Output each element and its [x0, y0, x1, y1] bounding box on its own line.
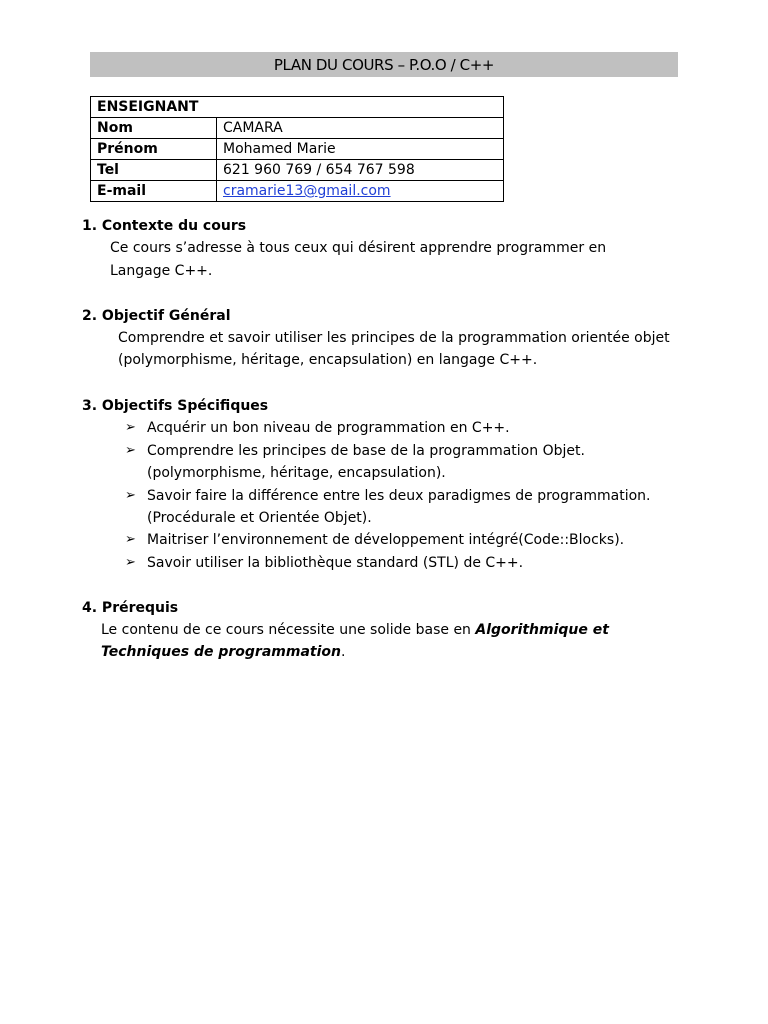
arrow-bullet-icon: ➢	[125, 532, 136, 547]
row-label-prenom: Prénom	[91, 139, 217, 160]
section-3-title: 3. Objectifs Spécifiques	[82, 398, 269, 414]
section-4-title: 4. Prérequis	[82, 600, 179, 616]
teacher-table	[90, 96, 504, 202]
list-item: ➢ Acquérir un bon niveau de programmation en C++.	[147, 417, 510, 439]
list-item: ➢ Savoir utiliser la bibliothèque standard (STL) de C++.	[147, 552, 523, 574]
list-item-continuation: (Procédurale et Orientée Objet).	[147, 510, 372, 526]
arrow-bullet-icon: ➢	[125, 555, 136, 570]
emphasis-text: Techniques de programmation	[101, 644, 341, 660]
table-row	[91, 97, 504, 118]
emphasis-text: Algorithmique et	[475, 622, 609, 638]
teacher-table-header: ENSEIGNANT	[91, 97, 504, 118]
arrow-bullet-icon: ➢	[125, 443, 136, 458]
section-1-title: 1. Contexte du cours	[82, 218, 247, 234]
course-title: PLAN DU COURS – P.O.O / C++	[273, 55, 495, 74]
table-row	[91, 118, 504, 139]
section-2-line-2: (polymorphisme, héritage, encapsulation) en langage C++.	[118, 352, 538, 368]
section-4-line-2: Techniques de programmation.	[101, 644, 346, 660]
row-value-tel: 621 960 769 / 654 767 598	[217, 160, 504, 181]
list-item: ➢ Savoir faire la différence entre les deux paradigmes de programmation.	[147, 485, 650, 507]
row-label-tel: Tel	[91, 160, 217, 181]
table-row	[91, 181, 504, 202]
list-item: ➢ Comprendre les principes de base de la programmation Objet.	[147, 440, 585, 462]
section-1-line-2: Langage C++.	[110, 263, 213, 279]
row-value-prenom: Mohamed Marie	[217, 139, 504, 160]
course-title-bar	[90, 52, 678, 77]
section-4-line-1: Le contenu de ce cours nécessite une solide base en Algorithmique et	[101, 622, 609, 638]
table-row	[91, 139, 504, 160]
row-value-email-cell	[217, 181, 504, 202]
arrow-bullet-icon: ➢	[125, 420, 136, 435]
arrow-bullet-icon: ➢	[125, 488, 136, 503]
section-2-title: 2. Objectif Général	[82, 308, 231, 324]
row-label-nom: Nom	[91, 118, 217, 139]
table-row	[91, 160, 504, 181]
section-2-line-1: Comprendre et savoir utiliser les principes de la programmation orientée objet	[118, 330, 670, 346]
list-item-continuation: (polymorphisme, héritage, encapsulation).	[147, 465, 446, 481]
list-item: ➢ Maitriser l’environnement de développement intégré(Code::Blocks).	[147, 529, 624, 551]
section-1-line-1: Ce cours s’adresse à tous ceux qui désirent apprendre programmer en	[110, 240, 607, 256]
email-link[interactable]: cramarie13@gmail.com	[223, 183, 391, 199]
row-label-email: E-mail	[91, 181, 217, 202]
row-value-nom: CAMARA	[217, 118, 504, 139]
